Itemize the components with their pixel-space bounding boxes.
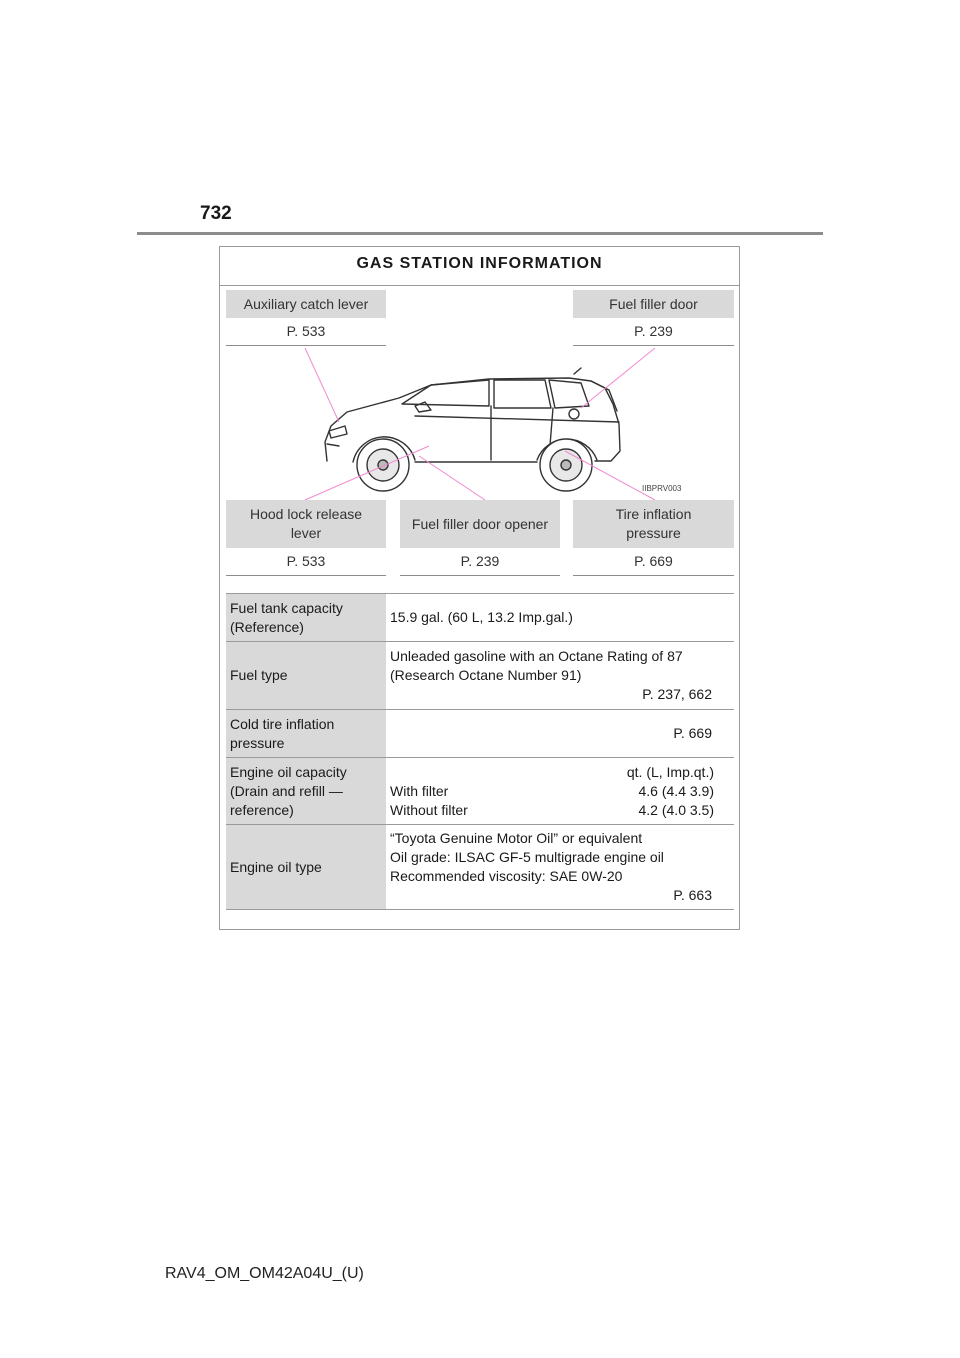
car-side-view-illustration: [219, 246, 740, 506]
engine-oil-without-filter-row: [390, 801, 714, 820]
engine-oil-with-filter-row: [390, 782, 714, 801]
tire-inflation-pressure-text: Tire inflation pressure: [615, 506, 692, 541]
fuel-type-label-text: Fuel type: [230, 667, 288, 683]
engine-oil-capacity-label-text: Engine oil capacity (Drain and refill — reference): [230, 763, 347, 818]
spec-row-fuel-tank: [226, 593, 734, 641]
hood-lock-release-lever-text: Hood lock release lever: [249, 506, 363, 541]
engine-oil-capacity-label: [226, 758, 386, 824]
engine-oil-type-label-text: Engine oil type: [230, 858, 322, 875]
with-filter-label: With filter: [390, 782, 449, 799]
engine-oil-type-label: [226, 825, 386, 909]
document-footer-code: RAV4_OM_OM42A04U_(U): [165, 1265, 364, 1282]
cold-tire-label-text: Cold tire inflation pressure: [230, 715, 335, 751]
fuel-filler-door-opener-label: [400, 500, 560, 548]
page-number: 732: [200, 203, 232, 224]
fuel-type-ref: P. 237, 662: [642, 686, 712, 702]
with-filter-value: 4.6 (4.4 3.9): [638, 782, 714, 799]
fuel-type-label: [226, 642, 386, 709]
fuel-type-line1: Unleaded gasoline with an Octane Rating of 87: [390, 648, 683, 664]
engine-oil-type-line1: “Toyota Genuine Motor Oil” or equivalent: [390, 830, 643, 846]
spec-row-cold-tire: [226, 709, 734, 757]
callout-leader-lines: [305, 348, 655, 500]
fuel-filler-door-text: Fuel filler door: [609, 295, 698, 312]
fuel-filler-door-opener-text: Fuel filler door opener: [411, 515, 549, 532]
fuel-filler-door-opener-ref: P. 239: [400, 548, 560, 576]
header-rule: [137, 232, 823, 235]
fuel-type-line2: (Research Octane Number 91): [390, 667, 582, 683]
spec-row-engine-oil-type: [226, 824, 734, 910]
fuel-filler-door-ref: P. 239: [573, 318, 734, 346]
section-title: GAS STATION INFORMATION: [220, 247, 739, 286]
front-wheel: [357, 439, 409, 491]
fuel-tank-value-cell: [386, 594, 734, 641]
tire-inflation-pressure-label: [573, 500, 734, 548]
rear-wheel: [540, 439, 592, 491]
auxiliary-catch-lever-ref: P. 533: [226, 318, 386, 346]
fuel-tank-value: 15.9 gal. (60 L, 13.2 Imp.gal.): [390, 609, 573, 625]
engine-oil-unit: qt. (L, Imp.qt.): [626, 763, 714, 780]
fuel-tank-label: [226, 594, 386, 641]
hood-lock-release-lever-ref: P. 533: [226, 548, 386, 576]
cold-tire-value-cell: [386, 710, 734, 757]
engine-oil-capacity-value-cell: [386, 758, 734, 824]
engine-oil-type-line3: Recommended viscosity: SAE 0W-20: [390, 868, 623, 884]
spec-row-fuel-type: [226, 641, 734, 709]
spec-row-engine-oil-capacity: [226, 757, 734, 824]
without-filter-value: 4.2 (4.0 3.5): [638, 801, 714, 818]
cold-tire-label: [226, 710, 386, 757]
tire-inflation-pressure-ref: P. 669: [573, 548, 734, 576]
engine-oil-type-ref: P. 663: [673, 887, 712, 903]
engine-oil-type-line2: Oil grade: ILSAC GF-5 multigrade engine oil: [390, 849, 664, 865]
without-filter-label: Without filter: [390, 801, 468, 818]
auxiliary-catch-lever-text: Auxiliary catch lever: [243, 295, 369, 312]
fuel-tank-label-text: Fuel tank capacity (Reference): [230, 599, 343, 635]
cold-tire-ref: P. 669: [673, 725, 712, 741]
hood-lock-release-lever-label: [226, 500, 386, 548]
fuel-type-value-cell: [386, 642, 734, 709]
engine-oil-type-value-cell: [386, 825, 734, 909]
specs-table: [226, 593, 734, 910]
illustration-code: IIBPRV003: [642, 484, 682, 493]
